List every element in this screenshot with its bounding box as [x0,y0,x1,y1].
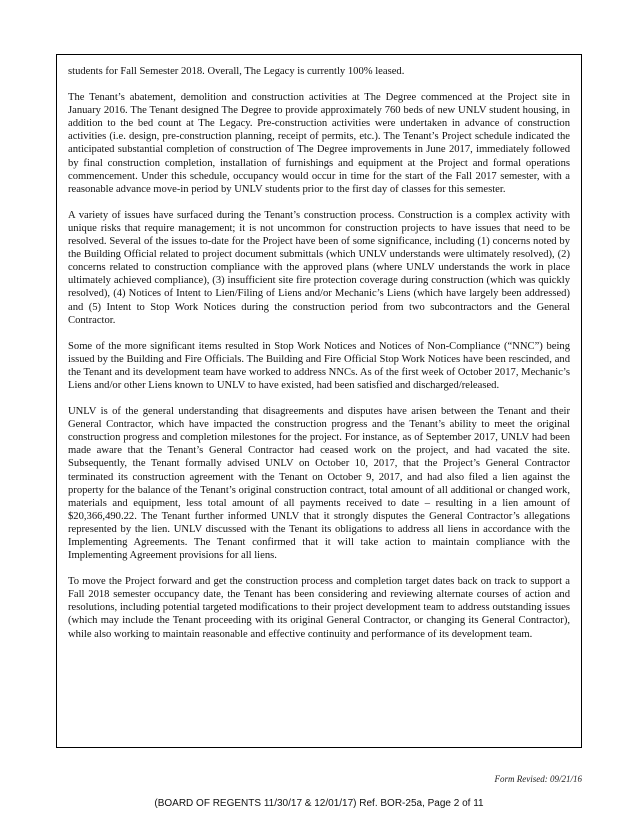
paragraph-4: Some of the more significant items resulted in Stop Work Notices and Notices of Non-Compliance (“NNC”) being issued by the Building and Fire Officials. The Building and Fire Official Stop Work Notices have been rescinded, and the Tenant and its development team have worked to address NNCs. As of the first week of October 2017, Mechanic’s Liens and/or other Liens known to UNLV to have existed, had been satisfied and discharged/released. [68,340,570,391]
page-footer: (BOARD OF REGENTS 11/30/17 & 12/01/17) Ref. BOR-25a, Page 2 of 11 [154,798,484,809]
paragraph-1: students for Fall Semester 2018. Overall, The Legacy is currently 100% leased. [68,66,405,77]
form-revised-note: Form Revised: 09/21/16 [494,774,582,784]
paragraph-3: A variety of issues have surfaced during the Tenant’s construction process. Construction is a complex activity with unique risks that require management; it is not uncommon for construction projects to have issues that need to be resolved. Several of the issues to-date for the Project have been of some significance, including (1) concerns noted by the Building Official related to project document submittals (which UNLV understands were ultimately resolved), (2) concerns related to construction compliance with the approved plans (where UNLV understands the work in place ultimately achieved compliance), (3) insufficient site fire protection coverage during construction (which was quickly resolved), (4) Notices of Intent to Lien/Filing of Liens and/or Mechanic’s Liens (which have largely been addressed) and (5) Intent to Stop Work Notices during the construction period from two subcontractors and the General Contractor. [68,209,570,326]
paragraph-6: To move the Project forward and get the construction process and completion target dates back on track to support a Fall 2018 semester occupancy date, the Tenant has been considering and reviewing alternate courses of action and resolutions, including potential targeted modifications to their project development team to address outstanding issues (which may include the Tenant proceeding with its original General Contractor, or changing its General Contractor), while also working to maintain reasonable and effective continuity and performance of its development team. [68,576,570,640]
content-frame [56,54,582,748]
paragraph-5: UNLV is of the general understanding that disagreements and disputes have arisen between the Tenant and their General Contractor, which have impacted the construction progress and the Tenant’s ability to meet the original construction progress and completion milestones for the project. For instance, as of September 2017, UNLV had been made aware that the Tenant’s General Contractor had ceased work on the project, and had vacated the site. Subsequently, the Tenant formally advised UNLV on October 10, 2017, that the Project’s General Contractor terminated its construction agreement with the Tenant on October 9, 2017, and had also filed a lien against the property for the balance of the Tenant’s original construction contract, total amount of all additional or changed work, materials and equipment, less total amount of all payments received to date – resulting in a lien amount of $20,366,490.22. The Tenant further informed UNLV that it strongly disputes the General Contractor’s allegations represented by the lien. UNLV discussed with the Tenant its obligations to address all liens in accordance with the Implementing Agreements. The Tenant confirmed that it will take action to maintain compliance with the Implementing Agreement provisions for all liens. [68,406,570,562]
paragraph-2: The Tenant’s abatement, demolition and construction activities at The Degree commenced at the Project site in January 2016. The Tenant designed The Degree to provide approximately 760 beds of new UNLV student housing, in addition to the bed count at The Legacy. Pre-construction activities were undertaken in advance of construction activities (i.e. design, pre-construction planning, receipt of permits, etc.). The Tenant’s Project schedule indicated the anticipated substantial completion of construction of The Degree improvements in June 2017, immediately followed by final construction completion, installation of furnishings and equipment at the Project and formal operations commencement. Under this schedule, occupancy would occur in time for the start of the Fall 2017 semester, with a reasonable advance move-in period by UNLV students prior to the first day of classes for this semester. [68,92,570,195]
